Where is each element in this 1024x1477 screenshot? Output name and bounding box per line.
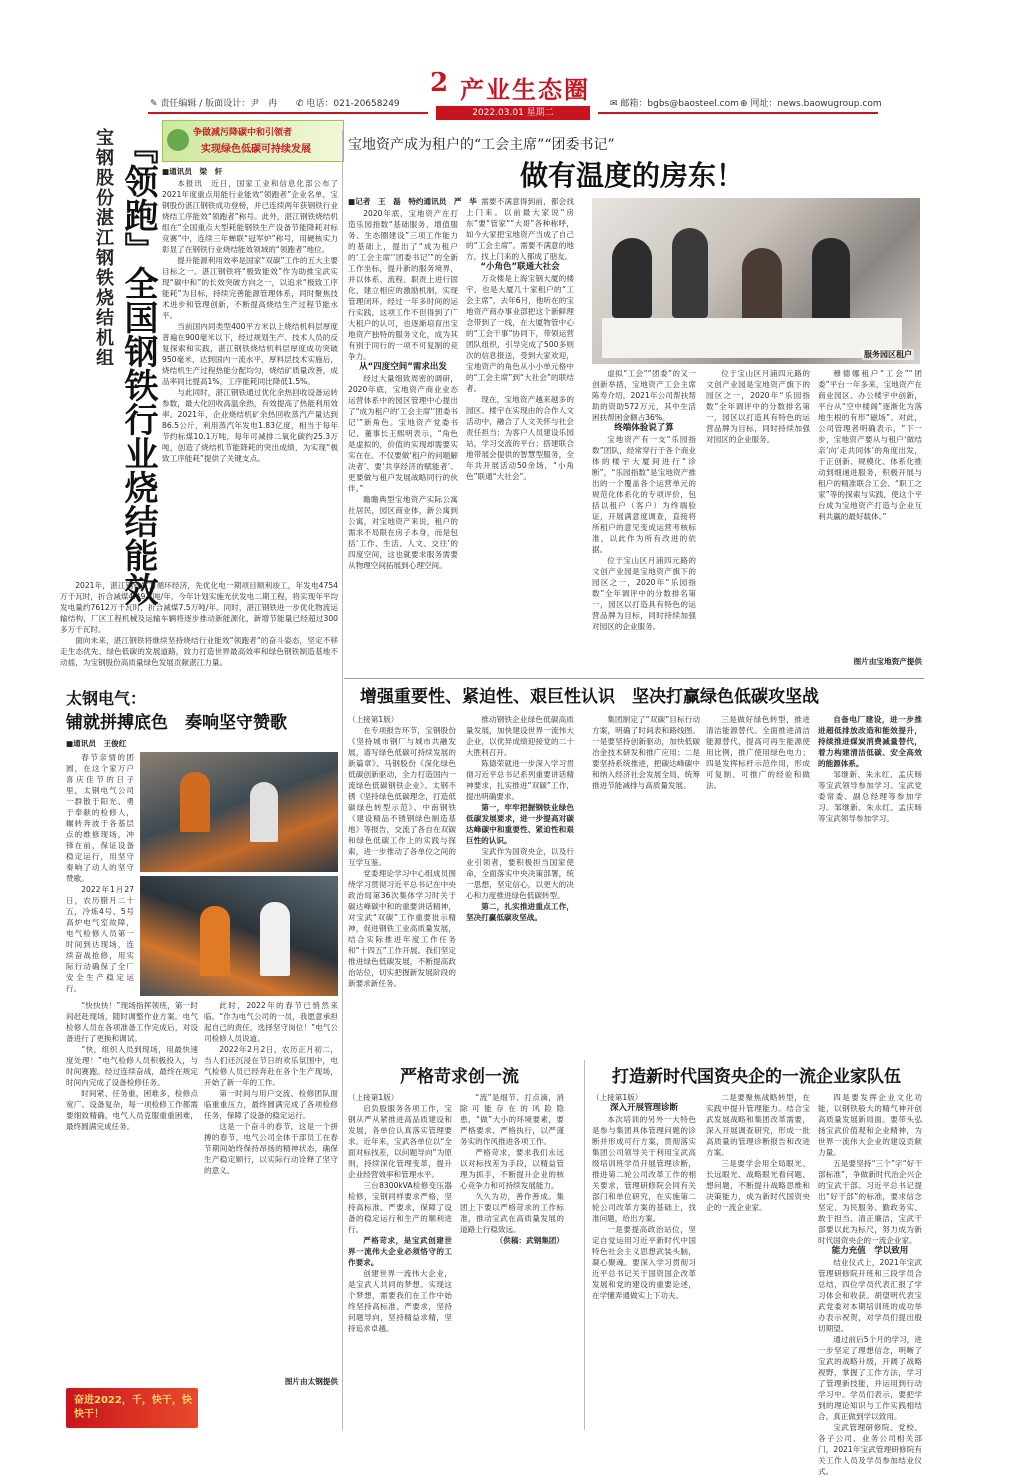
- article5-title: 严格苛求创一流: [400, 1067, 519, 1087]
- article3-col2: 推动钢铁企业绿色低碳高质量发展，加快建设世界一流伟大企业，以优异成绩迎接党的二十大胜利召开。 陈德荣就进一步深入学习贯彻习近平总书记系列重要讲话精神要求，扎实推进“双碳”工作，提出明确要求。 第一，牢牢把握钢铁业绿色低碳发展要求，进一步提高对碳达峰碳中和重要性、紧迫性和艰巨性的认识。 宝武作为国资央企，以及行业引领者，要积极担当国家使命，全面落实中央决策部署，统一思想，坚定信心，以更大的决心和力度推进绿色低碳转型。 第二，扎实推进重点工作，坚决打赢低碳攻坚战。: [466, 715, 574, 922]
- banner-line1: 争做减污降碳中和引领者: [193, 128, 293, 138]
- article4-col2: 此时，2022年的春节已悄然来临。“作为电气公司的一员，我愿意承担起自己的责任，选择坚守岗位！”电气公司检修人员说道。 2022年2月2日，农历正月初二，当人们还沉浸在节日的欢乐氛围中，电气检修人员已经奔赴在各个生产现场，开始了新一年的工作。 第一时间与用户交流、检修团队面临重重压力，最终圆满完成了各项检修任务，保障了设备的稳定运行。 这是一个奋斗的春节，这是一个拼搏的春节，电气公司全体干部员工在春节期间始终保持昂扬的精神状态，确保生产稳定顺行，以实际行动诠释了坚守的意义。: [204, 1001, 338, 1175]
- article6-col3: 四是要发挥企业文化功能，以钢铁般大的精气神开创高质量发展新局面。要带头弘扬宝武价值观和企业精神，为世界一流伟大企业的建设贡献力量。 五是要坚持“三个”字“好干部标准”，争做新时代治企兴企的宝武干部。习近平总书记提出“好干部”的标准，要求信念坚定、为民服务、勤政务实、敢于担当、清正廉洁，宝武干部要以此为标尺，努力成为新时代国资央企的一流企业家。 能力充值 学以致用 结业仪式上，2021年宝武管理研修院开班和三段学员合总结，四位学员代表汇报了学习体会和收获。胡望明代表宝武党委对本期培训班的成功举办表示祝贺，对学员们提出殷切期望。 通过前后5个月的学习，进一步坚定了理想信念，明晰了宝武的战略升级，开阔了战略视野，掌握了工作方法，学习了管理新技能，并运用到行动学习中。学员们表示，要把学到的理论知识与工作实践相结合，真正做到学以致用。 宝武管理研修院、党校、各子公司、业务公司相关部门，2021年宝武管理研修院有关工作人员及学员参加结业仪式。: [818, 1093, 922, 1476]
- date-bar: 2022.03.01 星期二: [436, 106, 590, 120]
- article4-kicker: 太钢电气：: [66, 689, 147, 708]
- phone-icon: ✆: [296, 99, 304, 109]
- article2-col2: 需要不满意得到前，都会找上门来。以前最大家说“房东”要“管家”“大哥”各种称呼，如今大家把宝地资产当成了自己的“工会主席”。需要不满意的地方，找上门来的人都成了朋友。 “小角色”联通大社会 万众楼是上海宝钢大厦的楼宇，也是大厦几十家租户的“工会主席”，去年6月，他听在的宝地资产商办事业部把这个新鲜理念带到了一线，在大厦物管中心的“工会干事”协同下，带领运营团队组织，引导完成了500多则次的信息报送，受到大家欢迎，宝地资产的角色从小小单元格中的“工会主席”到“大社会”的联结者。 现在，宝地资产越来越多的园区、楼宇在实现由的合作人文活动中，融合了人文关怀与社会责任担当；为客户人员建设乐园站，学习交流的平台；搭建联合地带展会提供的智慧型服务，全年共开展活动50余场，“小角色”联通“大社会”。: [466, 197, 574, 481]
- mail-icon: ✉: [610, 99, 618, 109]
- article5-col1: （上接第1版） 启负股服务各项工作，宝钢从严从紧推进高品质建设和发展，各单位认真落实管理要求。近年来，宝武各单位以“全面对标找差，以问题导向”为原则，持续深化管理变革，提升企业经营效率和管理水平。 三台8300kVA检修变压器检修，宝钢同样要求严格，坚持高标准、严要求，保障了设备的稳定运行和生产的顺利进行。 严格苛求，是宝武创建世界一流伟大企业必须恪守的工作要求。 创建世界一流伟大企业，是宝武人共同的梦想。实现这个梦想，需要我们在工作中始终坚持高标准、严要求，坚持问题导向，坚持精益求精，坚持追求卓越。: [348, 1093, 452, 1333]
- article2-col5: 穆德娜租户“工会”“团委”平台一年多来，宝地资产在商业园区、办公楼宇中创新，平台从“空中楼阁”逐渐化为落地生根的有形“磁场”。对此，公司管理者明确表示，“下一步，宝地资产要从与租户‘做结亲’向‘走共同体’的角度出发，于正创新、规模化、体系化推动到细递进服务，积极开展与租户的精准联合工会、“职工之家”等的探索与实践，使这个平台成为宝地资产打造与企业互利共赢的最好载体。”: [818, 369, 922, 521]
- website-info[interactable]: ⊕ 网址：news.baowugroup.com: [740, 99, 882, 109]
- article4-title: 铺就拼搏底色 奏响坚守赞歌: [66, 713, 287, 733]
- banner-line2: 实现绿色低碳可持续发展: [201, 144, 311, 155]
- article2-col4: 位于宝山区月浦四元路的文创产业园是宝地资产旗下的园区之一，2020年“乐园指数”全年调评中的分数排名第一，园区以打造具有特色的运营品牌为目标，同时持续加强对园区的企业服务。: [706, 369, 810, 444]
- article1-kicker: 宝钢股份湛江钢铁烧结机组: [93, 128, 114, 368]
- article6-col1: （上接第1版） 深入开展管理诊断 本次培训的另外一大特色是参与集团具体管理问题的诊断并形成可行方案，贯彻落实集团公司领导关于利用宝武高级培训班学员开展管理诊断，推进第二轮公司改革工作的相关要求，管理研修院会同有关部门和单位研究，在实施第二轮公司改革方案的基础上，找准问题，给出方案。 一是要提高政治站位，坚定自觉运用习近平新时代中国特色社会主义思想武装头脑，凝心聚魂。要深入学习贯彻习近平总书记关于国资国企改革发展和党的建设的重要论述，在学懂弄通做实上下功夫。: [592, 1093, 696, 1300]
- section-title: 产业生态圈: [460, 75, 590, 104]
- article5-col2: “流”是细节、打点滴，消除可能存在的风险隐患，“做”大小的环境要素，要严格要求、严格执行，以严谨务实的作风推进各项工作。 严格苛求，要求我们永远以对标找差为手段，以精益管理为抓手，不断提升企业的核心竞争力和可持续发展能力。 久久为功，善作善成。集团上下要以严格苛求的工作标准，推动宝武在高质量发展的道路上行稳致远。 （供稿：武钢集团）: [460, 1093, 564, 1245]
- article2-kicker: 宝地资产成为租户的“工会主席”“团委书记”: [348, 137, 615, 153]
- header-rule: [598, 112, 878, 114]
- header: [0, 60, 1024, 130]
- article6-title: 打造新时代国资央企的一流企业家队伍: [612, 1067, 901, 1087]
- article4-col1b: “快快快！”现场指挥领班，第一时间赶赴现场，随时调整作业方案。电气检修人员在各项准备工作完成后，对设备进行了更换和调试。 “快，组织人员到现场，用最快速度处理！”电气检修人员积极投入，与时间赛跑。经过连续奋战，最终在规定时间内完成了设备检修任务。 时间紧、任务重，困难多，检修点宽广、设备复杂，每一项检修工作都需要细致精确，电气人员克服重重困难，最终圆满完成任务。: [66, 1001, 198, 1131]
- article1-body-b: 2021年，湛江钢铁发力循环经济，先优化电一期项目顺利竣工，年发电4754万千瓦时，折合减煤4.49万吨/年。今年计划实施光伏发电二期工程，将实现年平均发电量约7612万千瓦时，折合减煤7.5万吨/年。同时，湛江钢铁进一步优化物流运输结构，厂区工程机械及运输车辆将逐步推动新能源化，新增节能量已经超过300多万千瓦时。 面向未来，湛江钢铁将继续坚持烧结行业能效“领跑者”的奋斗姿态，坚定不移走生态优先、绿色低碳的发展道路，致力打造世界最高效率和绿色钢铁制造基地不动摇，为宝钢股份高质量绿色发展贡献湛江力量。: [60, 581, 338, 667]
- section-divider: [344, 678, 924, 679]
- editor-info: ✎ 责任编辑 / 版面设计：尹 冉: [150, 99, 278, 109]
- photo-service-tenants: [592, 198, 920, 364]
- article6-col2: 二是要聚焦战略转型，在实践中提升管理能力。结合宝武发展战略和集团改革需要，深入开展调查研究，形成一批高质量的管理诊断报告和改进方案。 三是要学会用全局眼光、长远眼光、战略眼光看问题、想问题，不断提升战略思维和决策能力，成为新时代国资央企的一流企业家。: [706, 1093, 810, 1212]
- article4-col1a: 春节亲情的团圆，在这个家万户喜庆佳节的日子里，太钢电气公司一群散于阳光、勇于奉献的检修人，辗转奔波于各基层点的维修现场，冲锋在前，保证设备稳定运行，用坚守奏响了动人的坚守赞歌。 2022年1月27日，农历腊月二十五，冷炼4号、5号高炉电气室故障，电气检修人员第一时间到达现场，连续奋战抢修，用实际行动确保了全厂安全生产稳定运行。: [66, 753, 134, 993]
- globe-icon: ⊕: [740, 99, 748, 109]
- article3-col1: （上接第1版） 在专项报告环节，宝钢股份《坚持城市钢厂与城市共融发展，谱写绿色低碳可持续发展的新篇章》、马钢股份《深化绿色低碳创新驱动，全力打造国内一流绿色低碳钢铁企业》、太钢不锈《坚持绿色低碳理念，打造低碳绿色转型示范》、中南钢铁《建设精品不锈钢绿色制造基地》等报告，交流了各自在双碳和绿色低碳工作上的实践与探索，进一步推动了各单位之间的互学互鉴。 党委理论学习中心组成员围绕学习贯彻习近平总书记在中央政治局第36次集体学习时关于碳达峰碳中和的重要讲话精神，对宝武“双碳”工作重要批示精神，促进钢铁工业高质量发展，结合实际推进年度工作任务和“十四五”工作开展。我们坚定推进绿色低碳发展，不断提高政治站位，切实把握新发展阶段的新要求新任务。: [348, 715, 456, 988]
- promo-banner: [66, 1388, 198, 1428]
- article3-title: 增强重要性、紧迫性、艰巨性认识 坚决打赢绿色低碳攻坚战: [360, 687, 819, 707]
- photo-caption-top: 服务园区租户: [864, 350, 912, 359]
- article3-col4: 三是做好绿色转型，推进清洁能源替代。全面推进清洁能源替代，提高可再生能源使用比例，推广使用绿色电力；四是发挥标杆示范作用，形成可复制、可推广的经验和做法。: [706, 715, 810, 790]
- photo-maintenance-1: [140, 752, 338, 872]
- article2-byline: ■记者 王 磊 特约通讯员 严 华: [348, 197, 477, 206]
- phone-info: ✆ 电话：021-20658249: [296, 99, 400, 109]
- photo-maintenance-2: [140, 876, 338, 996]
- article1-title: 『领跑』全国钢铁行业烧结能效: [118, 130, 158, 606]
- article2-col3: 虚拟“工会”“团委”的又一创新举措，宝地资产工会主席陈寿介绍，2021年公司帮扶帮助的资助572万元，其中生活困扶帮困金额占36%。 终端体验说了算 宝地资产有一支“乐园指数”团队，经常穿行于各个商业体的楼宇大厦间进行“诊断”，“乐园指数”是宝地资产推出的一个覆盖各个运营单元的规范化体系化的专项评价，包括以租户（客户）为终端验证，开展满意度调查，直接将所租户的意见变成运营考核标准，以此作为所有改进的依据。 位于宝山区月浦四元路的文创产业园是宝地资产旗下的园区之一，2020年“乐园指数”全年调评中的分数排名第一，园区以打造具有特色的运营品牌为目标，同时持续加强对园区的企业服务。: [592, 369, 696, 631]
- banner: [162, 120, 344, 162]
- article4-byline: ■通讯员 王俊红: [66, 739, 127, 748]
- column-rule: [584, 1060, 585, 1430]
- header-rule: [148, 112, 428, 114]
- email-info[interactable]: ✉ 邮箱：bgbs@baosteel.com: [610, 99, 739, 109]
- article3-col5: 自备电厂建设，进一步推进超低排放改造和能效提升，持续推进煤炭消费减量替代，着力构建清洁低碳、安全高效的能源体系。 邹继新、朱永红、孟庆旸等宝武领导参加学习。宝武党委常委、副总经理等参加学习。邹继新、朱永红、孟庆旸等宝武领导参加学习。: [818, 715, 922, 823]
- page-number: 2: [430, 68, 449, 98]
- column-rule: [342, 130, 343, 1430]
- article1-byline: ■通讯员 梁 轩: [162, 167, 223, 176]
- leaf-icon: [167, 129, 189, 151]
- article2-col1: 2020年底，宝地资产在打造乐园指数“基础服务、增值服务、生态圈建设”三项工作能力的基础上，提出了“成为租户的‘工会主席’‘团委书记’”的全新工作坐标，提升新的服务境界，并以体系、流程、职责上进行固化，建立相应的激励机制，实现管理闭环。经过一年多时间的运行实践，这项工作不但得到了广大租户的认可，也逐渐培育出宝地资产独特的服务文化，成为其有别于同行的一项不可复制的竞争力。 从“四度空间”需求出发 经过大量细致周密的调研，2020年底，宝地资产商业业态运营体系中的园区管理中心提出了“成为租户的‘工会主席’‘团委书记’”新角色。宝地资产党委书记、董事长王熙明表示，“角色是虚拟的，价值的实现却需要实实在在。不仅要做‘租户的问题解决者’、要‘共享经济的赋能者’、更要做与租户发展战略同行的伙伴。” 瞻瞻典型宝地资产实际公寓社居民，园区商业体，新公寓到公寓，对宝地资产来说，租户的需求不局限在房子本身，而是包括‘工作、生活、人文、交往’的四度空间，这也就要求服务需要从物理空间拓展到心理空间。: [348, 209, 458, 570]
- edit-icon: ✎: [150, 99, 158, 109]
- article3-col3: 集团制定了“双碳”目标行动方案，明确了时间表和路线图。一是要坚持创新驱动，加快低碳冶金技术研发和推广应用；二是要坚持系统推进，把碳达峰碳中和纳入经济社会发展全局，统筹推进节能减排与高质量发展。: [592, 715, 700, 790]
- article2-title: 做有温度的房东！: [520, 159, 745, 192]
- photo-credit-left: 图片由太钢提供: [284, 1377, 338, 1386]
- article1-body-a: 本报讯 近日，国家工业和信息化部公布了2021年度重点用能行业能效“领跑者”企业名单，宝钢股份湛江钢铁成功登榜，并已连续两年获钢铁行业烧结工序能效“领跑者”称号。此外，湛江钢铁烧结机组在“全国重点大型耗能钢铁生产设备节能降耗对标竞赛”中，连续三年蝉联“冠军炉”称号，用硬核实力彰显了在钢铁行业烧结能效领域的“领跑者”地位。 提升能源利用效率是国家“双碳”工作的五大主要目标之一。湛江钢铁将“极致能效”作为助推宝武实现“碳中和”的长效突破方向之一，以追求“极致工序能耗”为目标，持续完善能源管理体系，同时聚焦技术进步和管理创新，不断提高烧结生产过程节能水平。 当前国内同类型400平方米以上烧结机料层厚度普遍在900毫米以下，经过规划生产、技术人员的反复探索和实践，湛江钢铁烧结机料层厚度成功突破950毫米，达到国内一流水平，厚料层技术实施后，烧结机生产过程热能分配均匀，烧结矿质量改善，成品率同比提高1%，工序能耗同比降低1.5%。 与此同时，湛江钢铁通过优化余热回收设备运转参数，最大化回收高温余热，有效提高了热能利用效率。2021年，企业烧结机矿余热回收蒸汽产量达到86.5公斤，利用蒸汽年发电1.83亿度，相当于每年节约标煤10.1万吨，每年可减排二氧化碳约25.3万吨，创造了烧结机节能降耗的突出成绩，为实现“极致工序能耗”提供了关键支点。: [162, 179, 338, 463]
- promo-text: 奋进2022，千，快干，快快干！: [74, 1395, 192, 1420]
- photo-credit-top: 图片由宝地资产提供: [853, 657, 922, 666]
